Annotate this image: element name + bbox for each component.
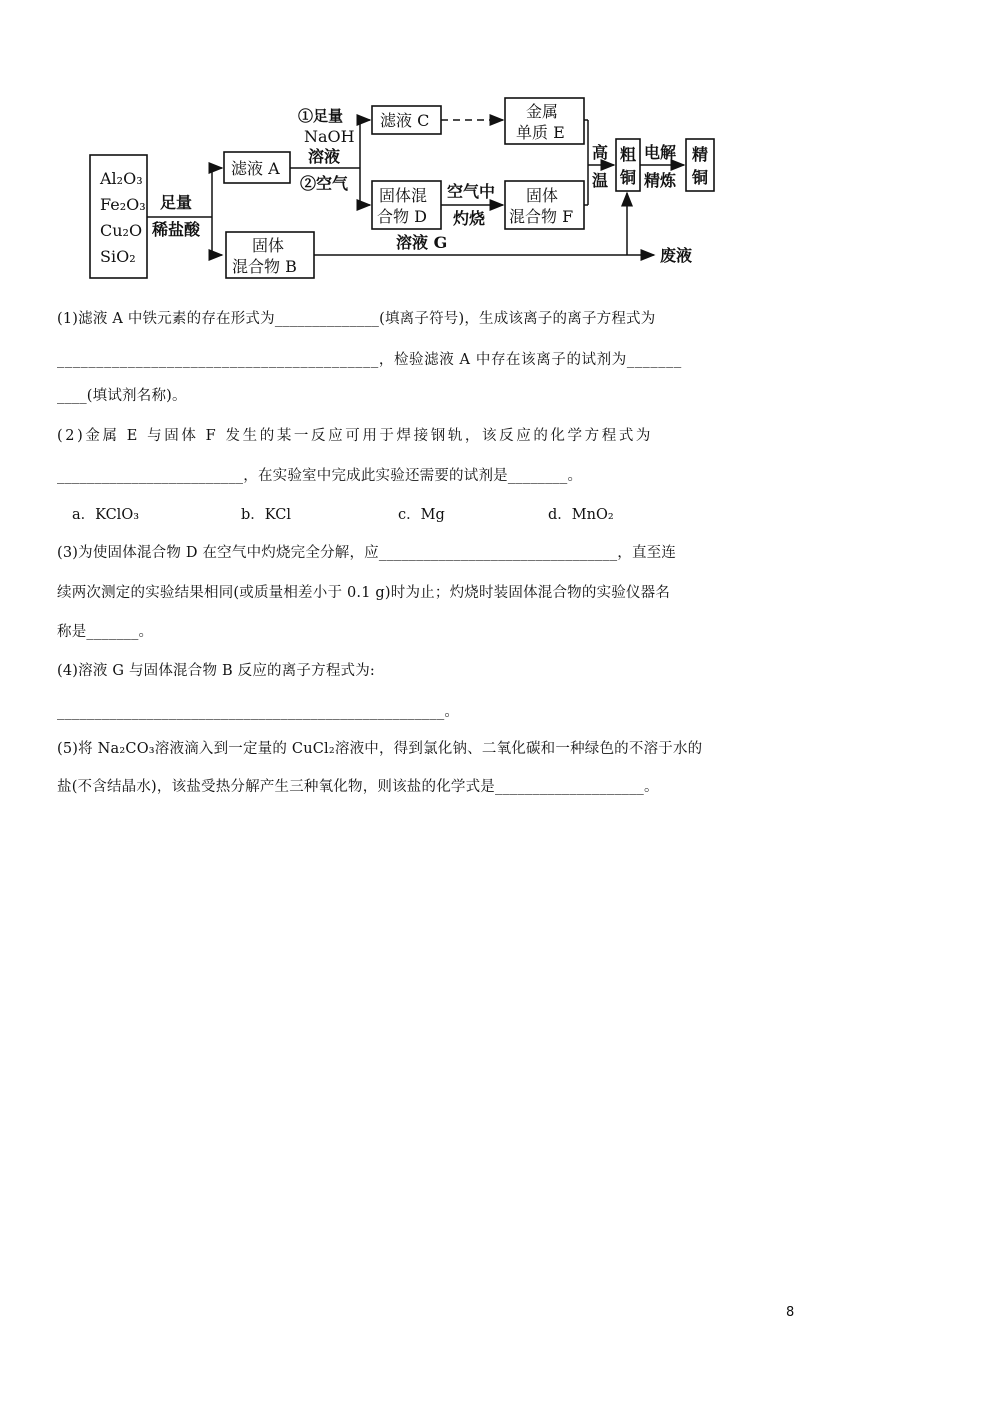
solid-d-line2: 合物 D [377,207,427,226]
question-1-line-2: _________________________________________，检验滤液 A 中存在该离子的试剂为_______ [57,352,682,368]
filtrate-a-label: 滤液 A [231,159,280,178]
cu2o-label: Cu₂O [100,221,143,240]
process-flowchart [0,0,992,290]
option-d: d．MnO₂ [548,507,614,523]
step2-label: ②空气 [300,174,349,193]
pure-copper-line2: 铜 [692,168,709,187]
question-3-line-3: 称是_______。 [57,624,154,640]
question-2-line-1: (2)金属 E 与固体 F 发生的某一反应可用于焊接钢轨，该反应的化学方程式为 [57,428,654,444]
solid-b-line1: 固体 [252,236,285,255]
question-5-line-1: (5)将 Na₂CO₃溶液滴入到一定量的 CuCl₂溶液中，得到氯化钠、二氧化碳和一种绿色的不溶于水的 [57,741,703,757]
metal-e-line2: 单质 E [516,123,565,142]
question-5-line-2: 盐(不含结晶水)，该盐受热分解产生三种氧化物，则该盐的化学式是____________________。 [57,779,659,795]
al2o3-label: Al₂O₃ [100,169,143,188]
question-1-line-3: ____(填试剂名称)。 [57,388,187,404]
solid-d-line1: 固体混 [379,186,428,205]
metal-e-line1: 金属 [526,102,559,121]
reagent-hcl-line2: 稀盐酸 [152,220,201,239]
refine-line1: 电解 [644,143,677,162]
reagent-hcl-line1: 足量 [160,193,193,212]
fe2o3-label: Fe₂O₃ [100,195,146,214]
option-a: a．KClO₃ [72,507,140,523]
question-3-line-2: 续两次测定的实验结果相同(或质量相差小于 0.1 g)时为止；灼烧时装固体混合物的实验仪器名 [57,585,671,601]
question-3-line-1: (3)为使固体混合物 D 在空气中灼烧完全分解，应________________________________，直至连 [57,545,677,561]
question-1-line-1: (1)滤液 A 中铁元素的存在形式为______________(填离子符号)，生成该离子的离子方程式为 [57,311,656,327]
question-4-line-1: (4)溶液 G 与固体混合物 B 反应的离子方程式为: [57,663,375,679]
waste-label: 废液 [660,246,693,265]
filtrate-c-label: 滤液 C [380,111,430,130]
step1-line1: ①足量 [298,107,344,125]
step1-line2: NaOH [304,127,355,146]
solid-b-line2: 混合物 B [232,257,297,276]
question-4-line-2: ____________________________________________________。 [57,704,460,720]
burn-line1: 空气中 [447,182,496,201]
burn-line2: 灼烧 [453,209,486,228]
high-temp-line1: 高 [592,143,609,162]
high-temp-line2: 温 [592,171,609,190]
solid-f-line1: 固体 [526,186,559,205]
step1-line3: 溶液 [308,147,341,166]
crude-copper-line1: 粗 [620,145,637,164]
solution-g-label: 溶液 G [396,233,448,252]
option-b: b．KCl [241,507,291,523]
sio2-label: SiO₂ [100,247,136,266]
refine-line2: 精炼 [644,171,677,190]
question-2-line-2: _________________________，在实验室中完成此实验还需要的试剂是________。 [57,468,583,484]
crude-copper-line2: 铜 [620,168,637,187]
page-number: 8 [786,1305,795,1320]
solid-f-line2: 混合物 F [509,207,574,226]
option-c: c．Mg [398,507,445,523]
pure-copper-line1: 精 [692,145,709,164]
